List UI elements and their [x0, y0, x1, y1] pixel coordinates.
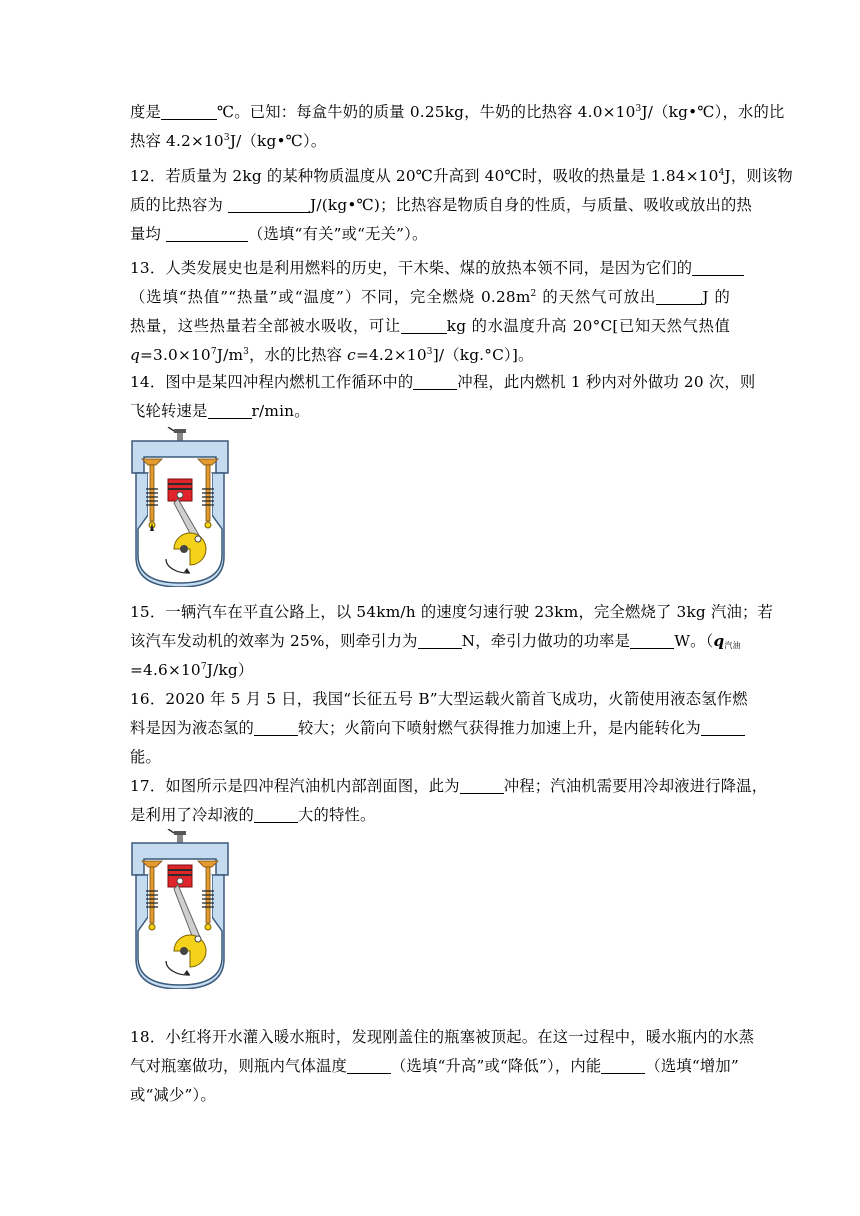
answer-blank[interactable] — [413, 374, 457, 390]
engine-diagram-q17 — [128, 829, 232, 989]
question-12: 12．若质量为 2kg 的某种物质温度从 20℃升高到 40℃时，吸收的热量是 $1.84\times 10^4J$，则该物 质的比热容为 J/(kg•℃)；比热容是物质自身的性质，与质量、吸收或放出的热 量均 （选填“有关”或“无关”）。 — [130, 167, 793, 243]
answer-blank[interactable] — [692, 260, 744, 276]
question-17: 17．如图所示是四冲程汽油机内部剖面图，此为 冲程；汽油机需要用冷却液进行降温， 是利用了冷却液的 大的特性。 — [130, 777, 768, 824]
question-16: 16．2020 年 5 月 5 日，我国“长征五号 B”大型运载火箭首飞成功，火箭使用液态氢作燃 料是因为液态氢的 较大；火箭向下喷射燃气获得推力加速上升，是内能转化为 能。 — [130, 690, 748, 766]
answer-blank[interactable] — [418, 633, 462, 649]
answer-blank[interactable] — [208, 403, 252, 419]
answer-blank[interactable] — [254, 720, 298, 736]
question-15: 15．一辆汽车在平直公路上，以 54km/h 的速度匀速行驶 23km，完全燃烧了 3kg 汽油；若 该汽车发动机的效率为 25%，则牵引力为 N，牵引力做功的功率是 W。（$q_{汽油}$ $=4.6\times 10^7J/kg$） — [130, 603, 773, 679]
question-18: 18．小红将开水灌入暖水瓶时，发现刚盖住的瓶塞被顶起。在这一过程中，暖水瓶内的水蒸 气对瓶塞做功，则瓶内气体温度 （选填“升高”或“降低”），内能 （选填“增加” 或“减少”）。 — [130, 1028, 755, 1104]
engine-diagram-q14 — [128, 427, 232, 587]
answer-blank[interactable] — [254, 807, 298, 823]
answer-blank[interactable] — [166, 226, 248, 242]
answer-blank[interactable] — [347, 1058, 391, 1074]
answer-blank[interactable] — [701, 720, 745, 736]
answer-blank[interactable] — [630, 633, 674, 649]
answer-blank[interactable] — [228, 197, 310, 213]
answer-blank[interactable] — [601, 1058, 645, 1074]
answer-blank[interactable] — [460, 778, 504, 794]
answer-blank[interactable] — [161, 104, 217, 120]
question-11-continued: 度是 ℃。已知：每盒牛奶的质量 0.25kg，牛奶的比热容 $4.0\times 10^3J/(kg•℃)$，水的比 热容 $4.2\times 10^3J/(kg•℃)$。 — [130, 103, 785, 150]
answer-blank[interactable] — [656, 289, 702, 305]
question-14: 14．图中是某四冲程内燃机工作循环中的 冲程，此内燃机 1 秒内对外做功 20 次，则 飞轮转速是 r/min。 — [130, 373, 756, 420]
answer-blank[interactable] — [401, 318, 447, 334]
question-13: 13．人类发展史也是利用燃料的历史，干木柴、煤的放热本领不同，是因为它们的 （选填“热值”“热量”或“温度”）不同，完全燃烧 $0.28m^2$ 的天然气可放出 J 的 热量，这些热量若全部被水吸收，可让 kg 的水温度升高 20°C[已知天然气热值 $q=3.0\times 10^7J/m^3$，水的比热容 $c=4.2\times 10^3]/(kg.^\circ C)$]。 — [130, 254, 730, 370]
